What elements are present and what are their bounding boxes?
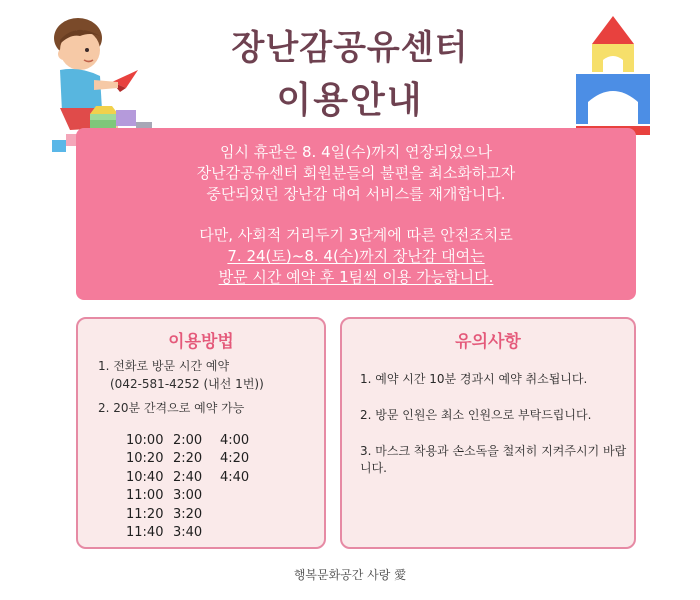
usage-step-2: 2. 20분 간격으로 예약 가능 xyxy=(98,401,245,415)
notes-card xyxy=(340,317,636,549)
notice-line: 장난감공유센터 회원분들의 불편을 최소화하고자 xyxy=(196,164,516,182)
time-row xyxy=(126,432,267,450)
page-title-line1: 장난감공유센터 xyxy=(231,28,469,68)
notes-list xyxy=(360,371,628,496)
time-slot: 11:20 xyxy=(126,506,164,522)
time-row xyxy=(126,487,267,505)
reservation-times xyxy=(126,432,267,542)
time-slot: 11:00 xyxy=(126,488,164,504)
page-title-line2: 이용안내 xyxy=(276,80,424,121)
time-slot: 2:40 xyxy=(173,469,203,485)
time-slot: 4:40 xyxy=(220,469,250,485)
usage-step-1: 1. 전화로 방문 시간 예약 xyxy=(98,359,230,373)
time-slot: 10:20 xyxy=(126,451,164,467)
footer-organization: 행복문화공간 사랑 愛 xyxy=(293,568,407,582)
time-slot: 3:00 xyxy=(173,488,203,504)
time-slot: 3:20 xyxy=(173,506,203,522)
notice-line: 다만, 사회적 거리두기 3단계에 따른 안전조치로 xyxy=(199,226,513,244)
time-slot xyxy=(220,524,267,542)
notice-line-underlined: 7. 24(토)~8. 4(수)까지 장난감 대여는 xyxy=(227,247,485,265)
time-row xyxy=(126,450,267,468)
notice-line: 중단되었던 장난감 대여 서비스를 재개합니다. xyxy=(206,185,506,203)
usage-phone: (042-581-4252 (내선 1번)) xyxy=(110,377,264,391)
notice-line: 임시 휴관은 8. 4일(수)까지 연장되었으나 xyxy=(220,143,492,161)
time-slot: 2:20 xyxy=(173,451,203,467)
usage-title: 이용방법 xyxy=(168,332,234,352)
note-item: 3. 마스크 착용과 손소독을 철저히 지켜주시기 바랍니다. xyxy=(360,444,627,475)
usage-card xyxy=(76,317,326,549)
notice-paragraph-2 xyxy=(76,225,636,288)
time-slot: 10:40 xyxy=(126,469,164,485)
time-slot: 10:00 xyxy=(126,433,164,448)
usage-steps xyxy=(98,357,264,417)
notice-paragraph-1 xyxy=(76,142,636,205)
time-slot xyxy=(220,506,267,524)
time-slot: 11:40 xyxy=(126,525,164,541)
notice-line-underlined: 방문 시간 예약 후 1팀씩 이용 가능합니다. xyxy=(218,268,494,286)
time-row xyxy=(126,506,267,524)
time-row xyxy=(126,524,267,542)
note-item: 1. 예약 시간 10분 경과시 예약 취소됩니다. xyxy=(360,372,588,386)
time-row xyxy=(126,469,267,487)
time-slot: 4:00 xyxy=(220,433,250,448)
notes-title: 유의사항 xyxy=(455,332,521,352)
time-slot xyxy=(220,487,267,505)
time-slot: 2:00 xyxy=(173,433,203,448)
time-slot: 4:20 xyxy=(220,451,250,467)
note-item: 2. 방문 인원은 최소 인원으로 부탁드립니다. xyxy=(360,408,592,422)
time-slot: 3:40 xyxy=(173,525,203,541)
notice-banner xyxy=(76,128,636,300)
